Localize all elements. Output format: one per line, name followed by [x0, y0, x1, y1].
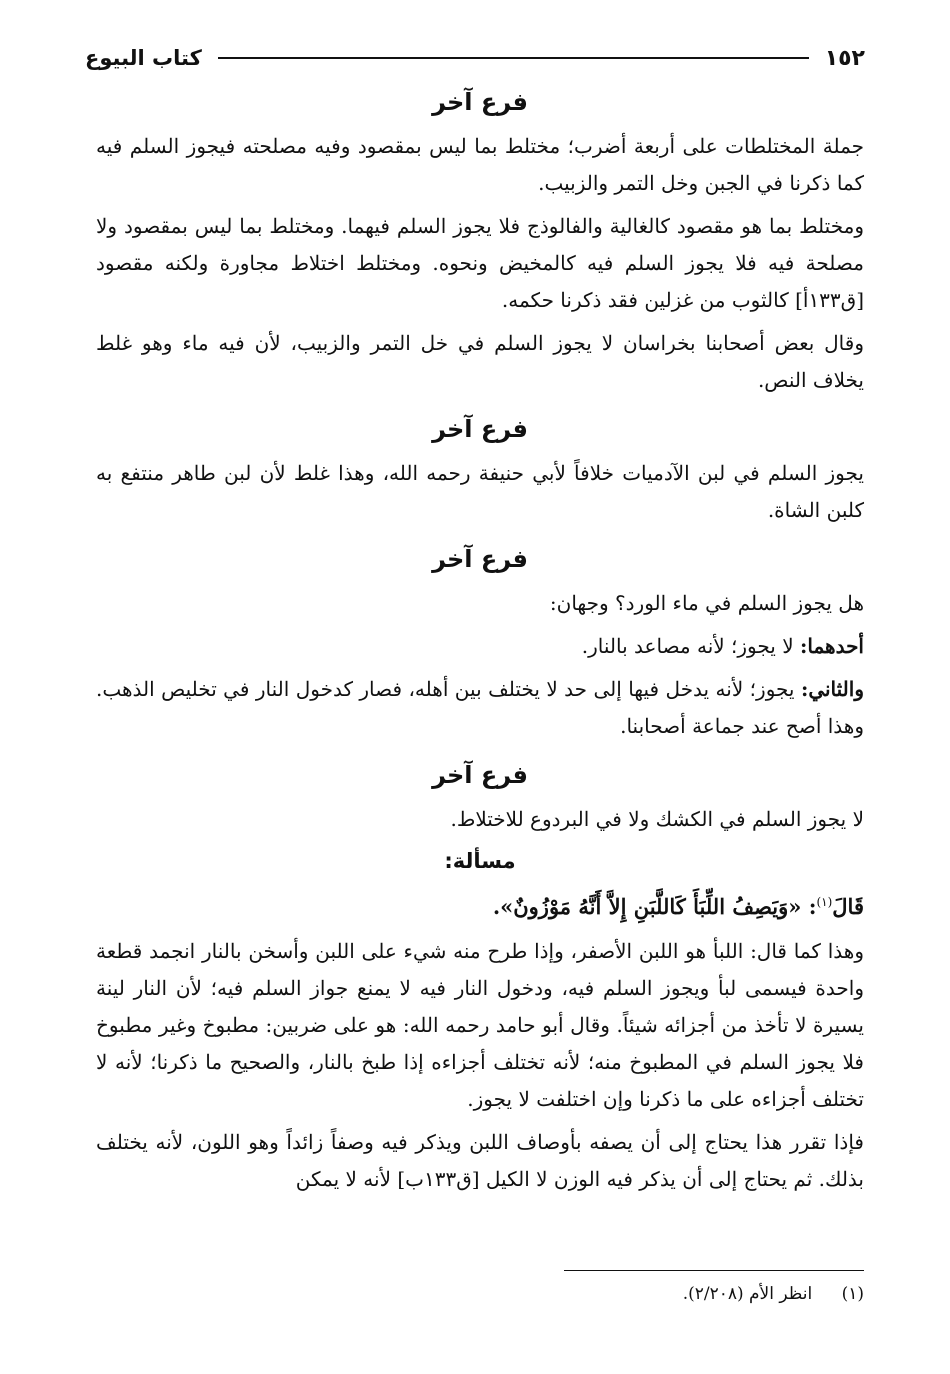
footnote-number: (١)	[841, 1284, 864, 1304]
book-title: كتاب البيوع	[85, 46, 202, 70]
section-heading: فرع آخر	[432, 415, 528, 443]
paragraph-second-view	[96, 671, 864, 745]
paragraph: لا يجوز السلم في الكشك ولا في البردوع للاختلاط.	[450, 807, 864, 831]
section-far-4	[96, 757, 864, 838]
paragraph: يجوز السلم في لبن الآدميات خلافاً لأبي حنيفة رحمه الله، وهذا غلط لأن لبن طاهر منتفع به كلبن الشاة.	[96, 461, 864, 522]
section-heading: فرع آخر	[432, 88, 528, 116]
header-rule	[218, 57, 809, 59]
page-body	[96, 84, 864, 1204]
section-far-1	[96, 84, 864, 399]
paragraph: وهذا كما قال: اللبأ هو اللبن الأصفر، وإذا طرح منه شيء على اللبن وأسخن بالنار انجمد قطعة واحدة فيسمى لبأ ويجوز السلم فيه، ودخول النار فيه لا يمنع جواز السلم فيه؛ لأن النار لينة يسيرة لا تأخذ من أجزائه شيئاً. وقال أبو حامد رحمه الله: هو على ضربين: مطبوخ وغير مطبوخ فلا يجوز السلم في المطبوخ منه؛ لأنه تختلف أجزاءه إذا طبخ بالنار، والصحيح ما ذكرنا؛ لأنه لا تختلف أجزاءه على ما ذكرنا وإن اختلفت لا يجوز.	[96, 939, 864, 1111]
footnote	[683, 1280, 864, 1308]
second-view-text: يجوز؛ لأنه يدخل فيها إلى حد لا يختلف بين أهله، فصار كدخول النار في تخليص الذهب. وهذا أصح عند جماعة أصحابنا.	[96, 677, 864, 738]
footnote-marker[interactable]: (١)	[816, 895, 833, 909]
section-heading: فرع آخر	[432, 545, 528, 573]
section-far-3	[96, 541, 864, 745]
paragraph: وقال بعض أصحابنا بخراسان لا يجوز السلم في خل التمر والزبيب، لأن فيه ماء وهو غلط يخلاف النص.	[96, 331, 864, 392]
paragraph-intro: هل يجوز السلم في ماء الورد؟ وجهان:	[549, 591, 864, 615]
paragraph-first-view	[96, 628, 864, 665]
section-heading: فرع آخر	[432, 761, 528, 789]
paragraph: فإذا تقرر هذا يحتاج إلى أن يصفه بأوصاف اللبن ويذكر فيه وصفاً زائداً وهو اللون، لأنه يختلف بذلك. ثم يحتاج إلى أن يذكر فيه الوزن لا الكيل [ق١٣٣ب] لأنه لا يمكن	[96, 1130, 864, 1191]
page-number: ١٥٢	[824, 45, 865, 71]
qala-quote: : «وَيَصِفُ اللِّبَأَ كَاللَّبَنِ إِلاَّ أَنَّهُ مَوْزُونٌ».	[492, 894, 817, 919]
first-view-text: لا يجوز؛ لأنه مصاعد بالنار.	[581, 634, 800, 658]
paragraph: ومختلط بما هو مقصود كالغالية والفالوذج فلا يجوز السلم فيهما. ومختلط بما ليس بمقصود ولا مصلحة فيه فلا يجوز السلم فيه كالمخيض ونحوه. ومختلط اختلاط مجاورة ولكنه مقصود [ق١٣٣أ] كالثوب من غزلين فقد ذكرنا حكمه.	[96, 214, 864, 312]
section-far-2	[96, 411, 864, 529]
footnote-rule	[564, 1270, 864, 1271]
qala-word: قَالَ	[832, 894, 864, 919]
running-header	[85, 38, 865, 78]
masala-heading: مسألة:	[444, 849, 516, 873]
second-view-lead: والثاني:	[800, 677, 864, 701]
first-view-lead: أحدهما:	[799, 634, 864, 658]
footnote-text: انظر الأم (٢/٢٠٨).	[682, 1284, 813, 1304]
qala-line	[96, 882, 864, 927]
paragraph: جملة المختلطات على أربعة أضرب؛ مختلط بما ليس بمقصود وفيه مصلحته فيجوز السلم فيه كما ذكرنا في الجبن وخل التمر والزبيب.	[96, 134, 864, 195]
masala-section	[96, 844, 864, 1198]
